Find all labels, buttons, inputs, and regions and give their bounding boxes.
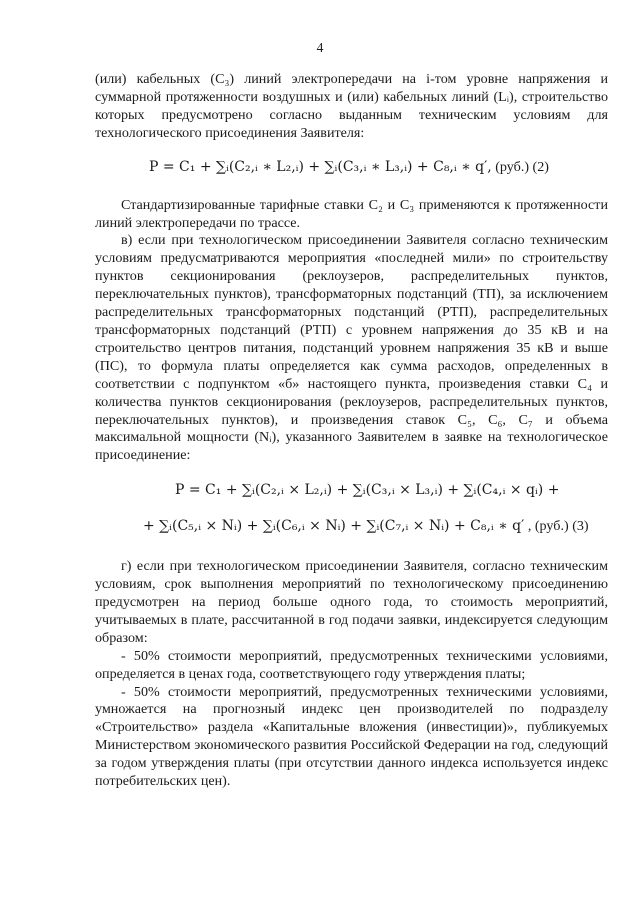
bullet-item-1: - 50% стоимости мероприятий, предусмотренных техническими условиями, определяется в ценах года, соответствующего году утверждения платы;: [95, 647, 608, 682]
formula-2-expression: P = C₁ + ∑ᵢ(C₂,ᵢ ∗ L₂,ᵢ) + ∑ᵢ(C₃,ᵢ ∗ L₃,ᵢ) + C₈,ᵢ ∗ q′,: [149, 158, 492, 175]
paragraph-intro: (или) кабельных (С₃) линий электропередачи на i-том уровне напряжения и суммарной протяженности воздушных и (или) кабельных линий (Lᵢ), строительство которых предусмотрено согласно выданным техническим условиям для технологического присоединения Заявителя:: [95, 71, 608, 141]
formula-3-line-2-expression: + ∑ᵢ(C₅,ᵢ × Nᵢ) + ∑ᵢ(C₆,ᵢ × Nᵢ) + ∑ᵢ(C₇,ᵢ × Nᵢ) + C₈,ᵢ ∗ q′: [143, 518, 525, 535]
paragraph-standard-rates: Стандартизированные тарифные ставки С₂ и С₃ применяются к протяженности линий электропередачи по трассе.: [95, 196, 608, 231]
formula-3-line-2: [143, 517, 608, 535]
paragraph-g: г) если при технологическом присоединении Заявителя, согласно техническим условиям, срок выполнения мероприятий по технологическому присоединению предусмотрен на период больше одного года, то стоимость мероприятий, учитываемых в плате, рассчитанной в год подачи заявки, индексируется следующим образом:: [95, 558, 608, 646]
formula-3-line-1: P = C₁ + ∑ᵢ(C₂,ᵢ × L₂,ᵢ) + ∑ᵢ(C₃,ᵢ × L₃,ᵢ) + ∑ᵢ(C₄,ᵢ × qᵢ) +: [175, 482, 560, 499]
formula-3-label: , (руб.) (3): [524, 518, 589, 535]
formula-2-label: (руб.) (2): [491, 158, 549, 175]
paragraph-v: в) если при технологическом присоединении Заявителя согласно техническим условиям предусматриваются мероприятия «последней мили» по строительству пунктов секционирования (реклоузеров, распределительных пунктов, переключательных пунктов), трансформаторных подстанций (ТП), за исключением распределительных трансформаторных подстанций (РТП), распределительных трансформаторных подстанций (РТП) с уровнем напряжения до 35 кВ и на строительство центров питания, подстанций уровнем напряжения 35 кВ и выше (ПС), то формула платы определяется как сумма расходов, определенных в соответствии с подпунктом «б» настоящего пункта, произведения ставки С₄ и количества пунктов секционирования (реклоузеров, распределительных пунктов, переключательных пунктов), и произведения ставок С₅, С₆, С₇ и объема максимальной мощности (Nᵢ), указанного Заявителем в заявке на технологическое присоединение:: [95, 232, 608, 464]
formula-2: [149, 158, 608, 176]
bullet-item-2: - 50% стоимости мероприятий, предусмотренных техническими условиями, умножается на прогнозный индекс цен производителей по подразделу «Строительство» раздела «Капитальные вложения (инвестиции)», публикуемых Министерством экономического развития Российской Федерации на год, следующий за годом утверждения платы (при отсутствии данного индекса используется индекс потребительских цен).: [95, 683, 608, 790]
document-body: [95, 71, 608, 791]
page-number: 4: [316, 40, 324, 55]
